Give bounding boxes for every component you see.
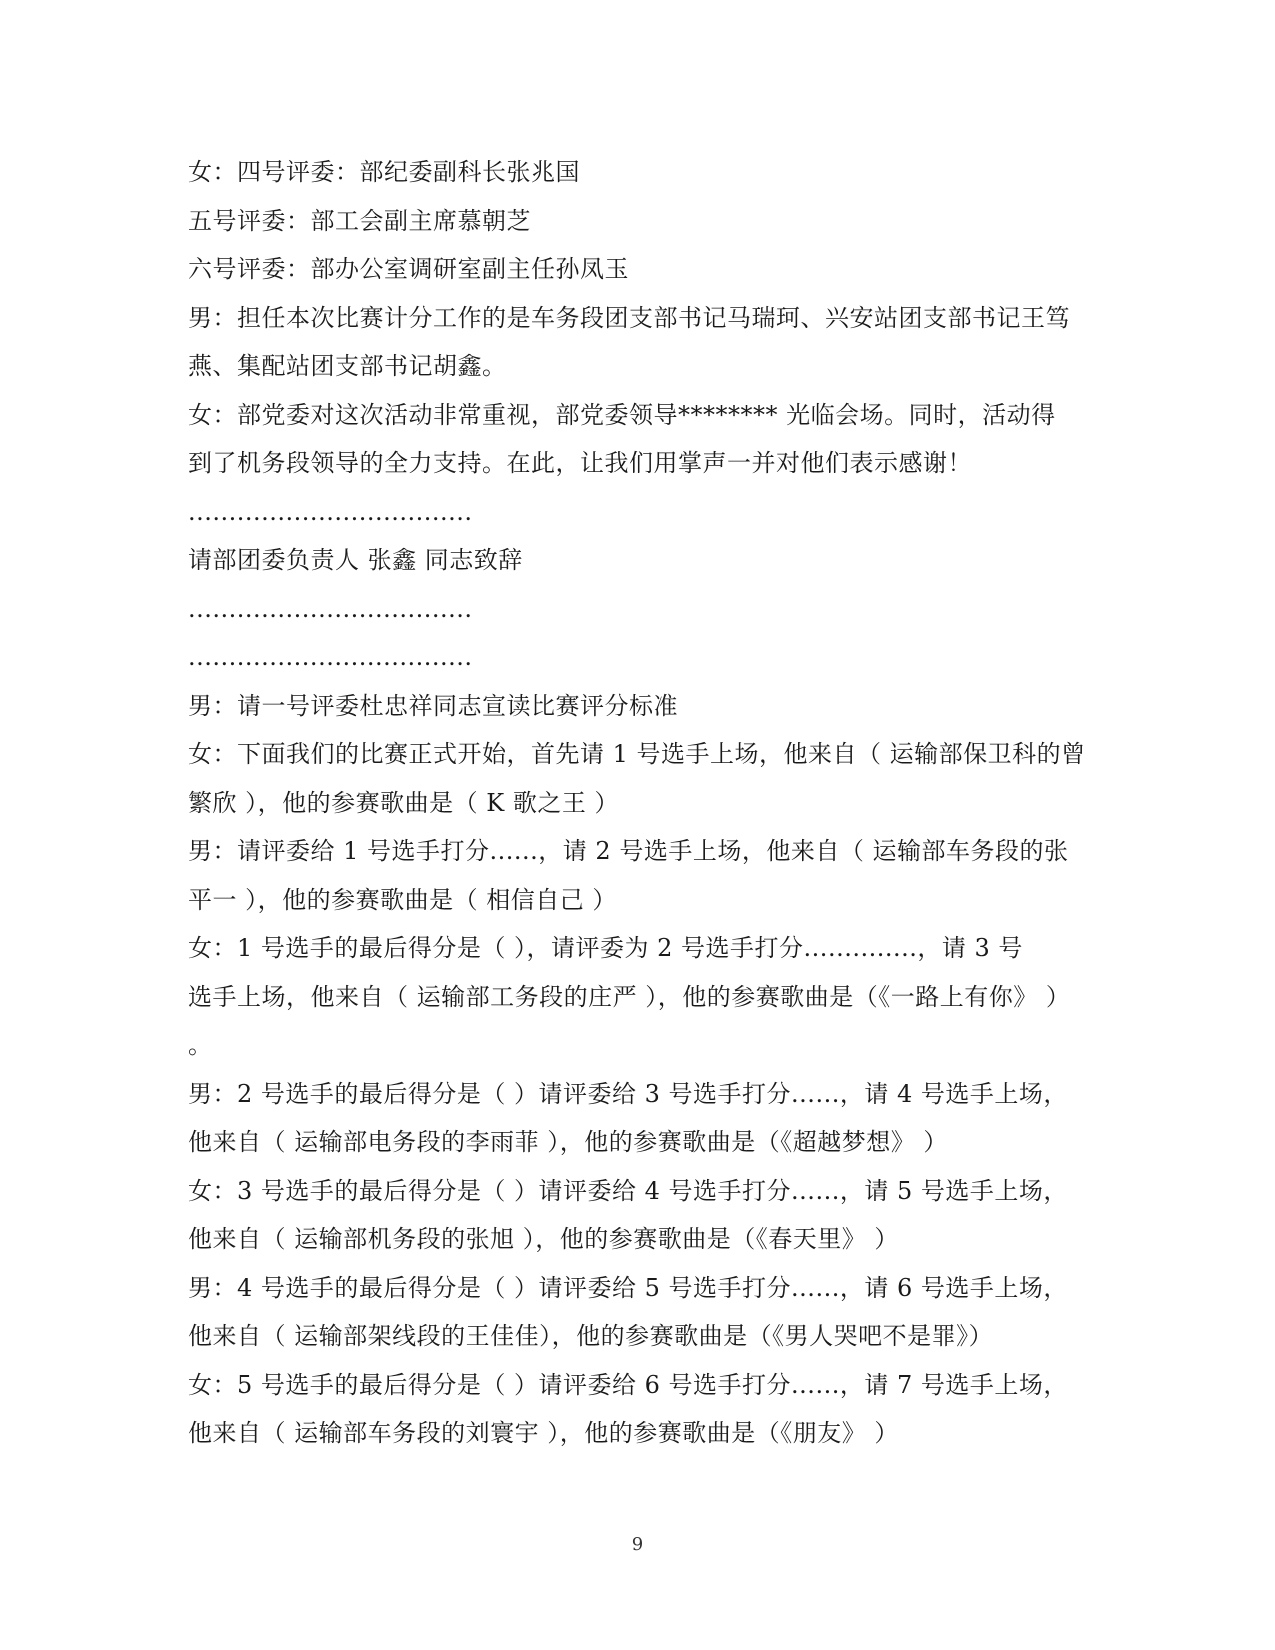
text-line: 女：下面我们的比赛正式开始，首先请 1 号选手上场，他来自（ 运输部保卫科的曾	[188, 740, 1086, 768]
text-line: 六号评委：部办公室调研室副主任孙凤玉	[188, 255, 629, 283]
text-line: 到了机务段领导的全力支持。在此，让我们用掌声一并对他们表示感谢！	[188, 449, 972, 477]
text-line: 请部团委负责人 张鑫 同志致辞	[188, 546, 523, 574]
document-body	[188, 148, 1088, 1458]
dotted-separator: ...................................	[188, 643, 473, 671]
text-line: 。	[188, 1031, 213, 1059]
text-line: 五号评委：部工会副主席慕朝芝	[188, 206, 531, 235]
page-number: 9	[631, 1534, 644, 1555]
text-line: 他来自（ 运输部车务段的刘寰宇 ），他的参赛歌曲是（《朋友》 ）	[188, 1419, 899, 1447]
text-line: 繁欣 ），他的参赛歌曲是（ K 歌之王 ）	[188, 788, 619, 817]
text-line: 他来自（ 运输部机务段的张旭 ），他的参赛歌曲是（《春天里》 ）	[188, 1225, 899, 1253]
text-line: 女：1 号选手的最后得分是（ ），请评委为 2 号选手打分..............，请 3 号	[188, 934, 1023, 962]
text-line: 女：四号评委：部纪委副科长张兆国	[188, 158, 580, 186]
text-line: 他来自（ 运输部架线段的王佳佳），他的参赛歌曲是（《男人哭吧不是罪》）	[188, 1322, 994, 1350]
dotted-separator: ...................................	[188, 497, 473, 526]
text-line: 男：担任本次比赛计分工作的是车务段团支部书记马瑞珂、兴安站团支部书记王笃	[188, 303, 1070, 332]
text-line: 女：5 号选手的最后得分是（ ）请评委给 6 号选手打分......，请 7 号选手上场，	[188, 1370, 1068, 1399]
text-line: 女：3 号选手的最后得分是（ ）请评委给 4 号选手打分......，请 5 号选手上场，	[188, 1176, 1068, 1205]
dotted-separator: ...................................	[188, 594, 473, 623]
text-line: 他来自（ 运输部电务段的李雨菲 ），他的参赛歌曲是（《超越梦想》 ）	[188, 1128, 948, 1156]
text-line: 女：部党委对这次活动非常重视，部党委领导******** 光临会场。同时，活动得	[188, 400, 1056, 429]
text-line: 男：4 号选手的最后得分是（ ）请评委给 5 号选手打分......，请 6 号选手上场，	[188, 1273, 1068, 1302]
text-line: 选手上场，他来自（ 运输部工务段的庄严 ），他的参赛歌曲是（《一路上有你》 ）	[188, 982, 1071, 1011]
text-line: 平一 ），他的参赛歌曲是（ 相信自己 ）	[188, 885, 617, 914]
text-line: 燕、集配站团支部书记胡鑫。	[188, 352, 507, 380]
text-line: 男：2 号选手的最后得分是（ ）请评委给 3 号选手打分......，请 4 号选手上场，	[188, 1079, 1068, 1108]
text-line: 男：请评委给 1 号选手打分......，请 2 号选手上场，他来自（ 运输部车务段的张	[188, 837, 1069, 865]
text-line: 男：请一号评委杜忠祥同志宣读比赛评分标准	[188, 691, 678, 720]
